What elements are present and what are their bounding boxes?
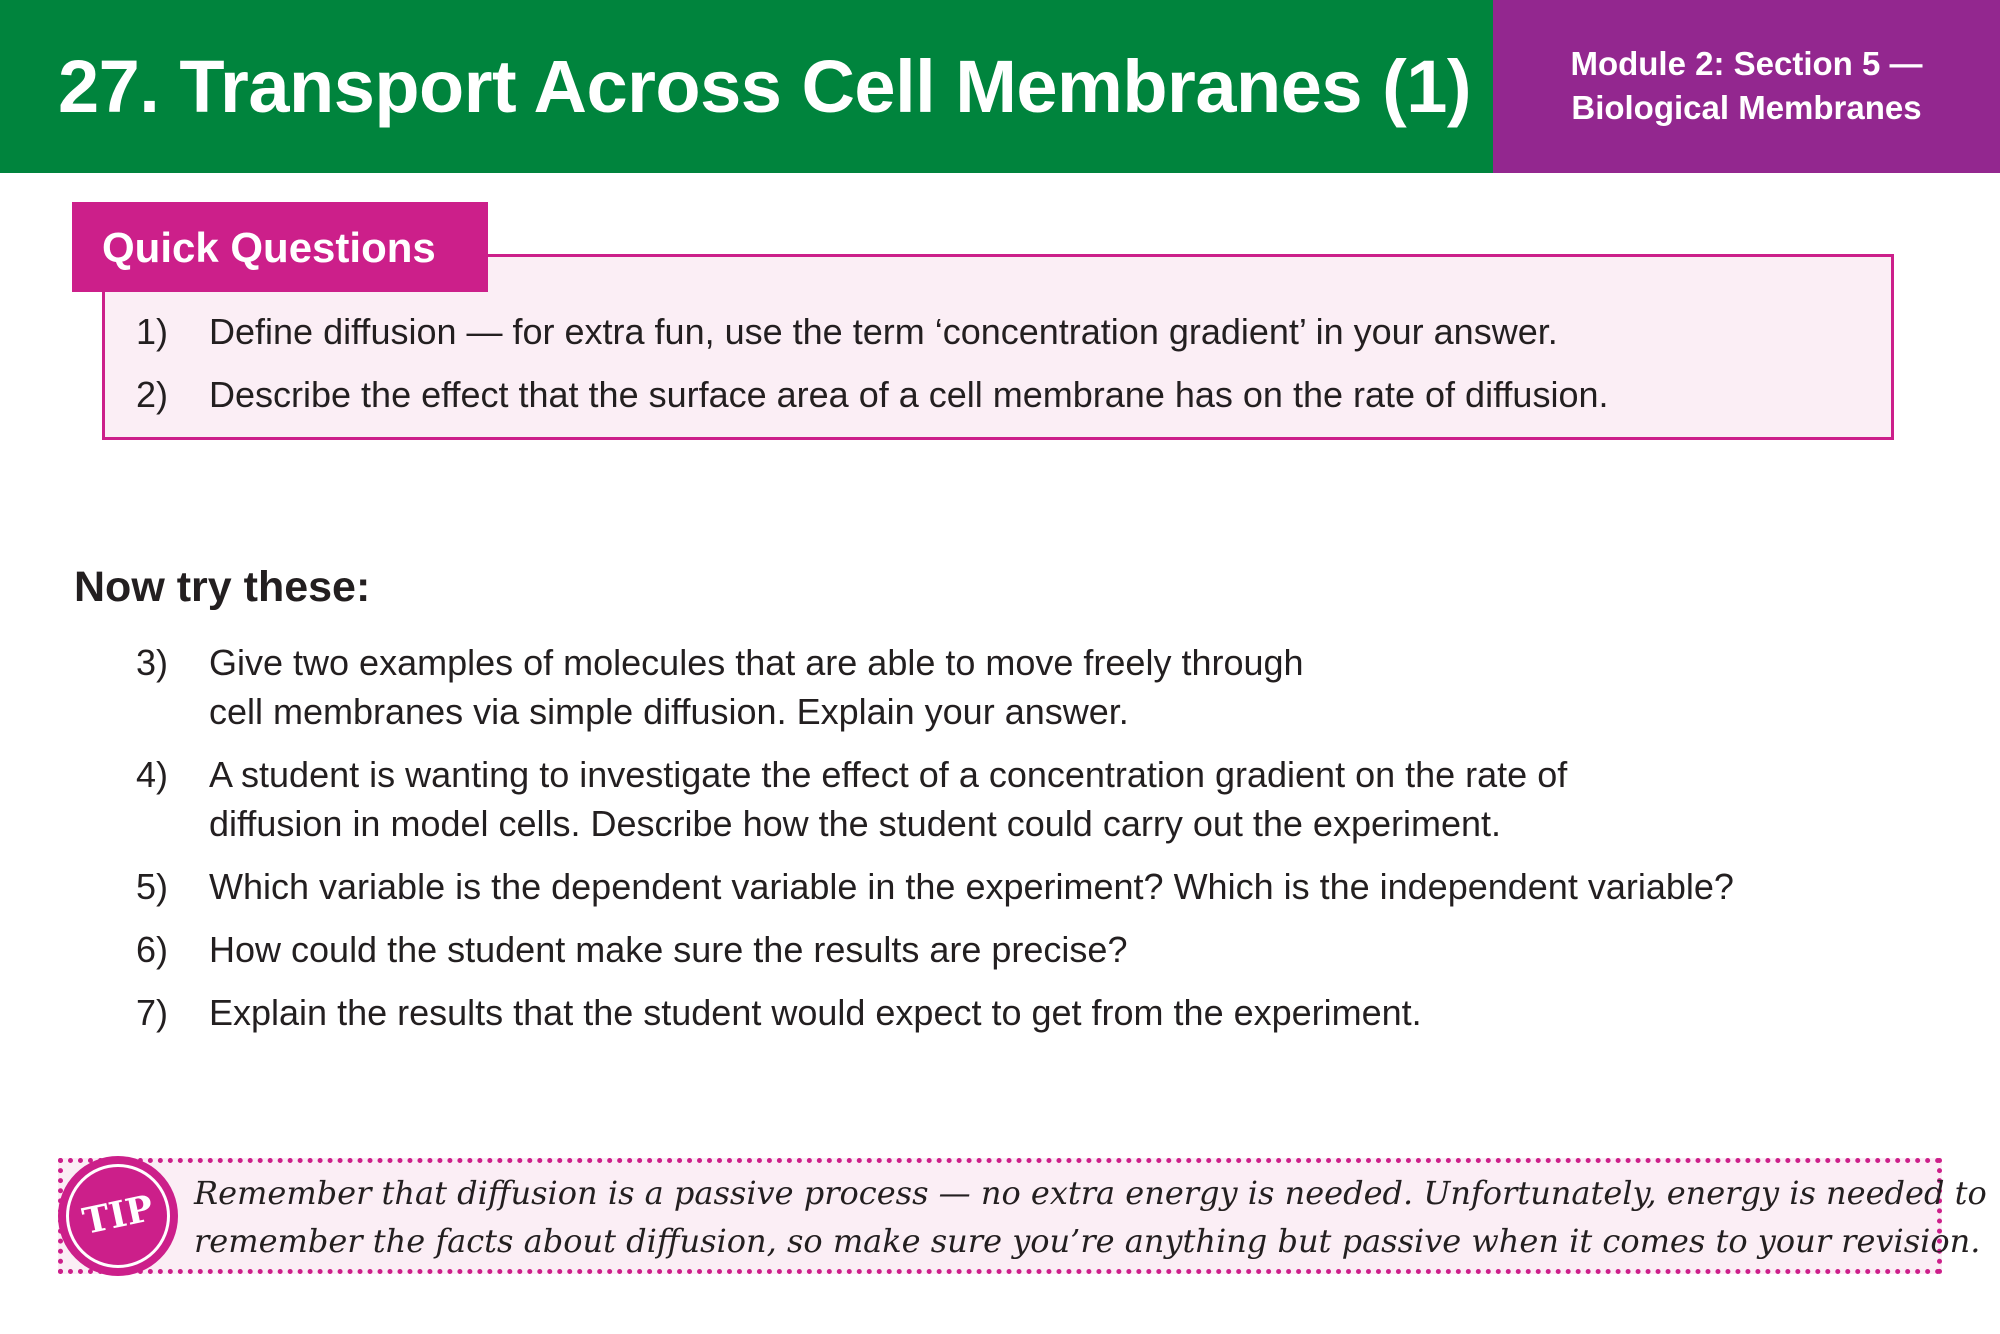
question-text-line: Which variable is the dependent variable in the experiment? Which is the independent variable? [209, 866, 1734, 907]
section-label-line1: Module 2: Section 5 — [1570, 45, 1923, 82]
question-number: 3) [136, 642, 169, 683]
page-header [0, 0, 2000, 173]
question-text: Describe the effect that the surface area of a cell membrane has on the rate of diffusion. [209, 374, 1609, 415]
question-number: 6) [136, 929, 169, 970]
question-number: 2) [136, 374, 169, 415]
now-try-heading: Now try these: [74, 563, 371, 611]
question-text-line: Explain the results that the student would expect to get from the experiment. [209, 992, 1422, 1033]
section-label-line2: Biological Membranes [1571, 89, 1922, 126]
question-text-line: Give two examples of molecules that are able to move freely through [209, 642, 1304, 683]
section-label [1493, 42, 2000, 130]
question-number: 5) [136, 866, 169, 907]
question-text: Define diffusion — for extra fun, use the term ‘concentration gradient’ in your answer. [209, 311, 1558, 352]
tip-badge [58, 1156, 178, 1276]
question-number: 7) [136, 992, 169, 1033]
section-banner [1493, 0, 2000, 173]
title-banner [0, 0, 1493, 173]
question-number: 1) [136, 311, 169, 352]
question-text-line: diffusion in model cells. Describe how the student could carry out the experiment. [209, 803, 1502, 844]
question-number: 4) [136, 754, 169, 795]
question-text-line: How could the student make sure the results are precise? [209, 929, 1128, 970]
question-text-line: cell membranes via simple diffusion. Explain your answer. [209, 691, 1129, 732]
page-title: 27. Transport Across Cell Membranes (1) [58, 45, 1472, 128]
quick-questions-heading: Quick Questions [102, 224, 436, 271]
tip-label: TIP [79, 1187, 157, 1243]
question-text-line: A student is wanting to investigate the effect of a concentration gradient on the rate of [209, 754, 1568, 795]
tip-text-line: Remember that diffusion is a passive process — no extra energy is needed. Unfortunately, energy is needed to [194, 1174, 1987, 1212]
tip-text-line: remember the facts about diffusion, so make sure you’re anything but passive when it comes to your revision. [194, 1222, 1981, 1260]
quick-questions-tab [72, 202, 488, 292]
